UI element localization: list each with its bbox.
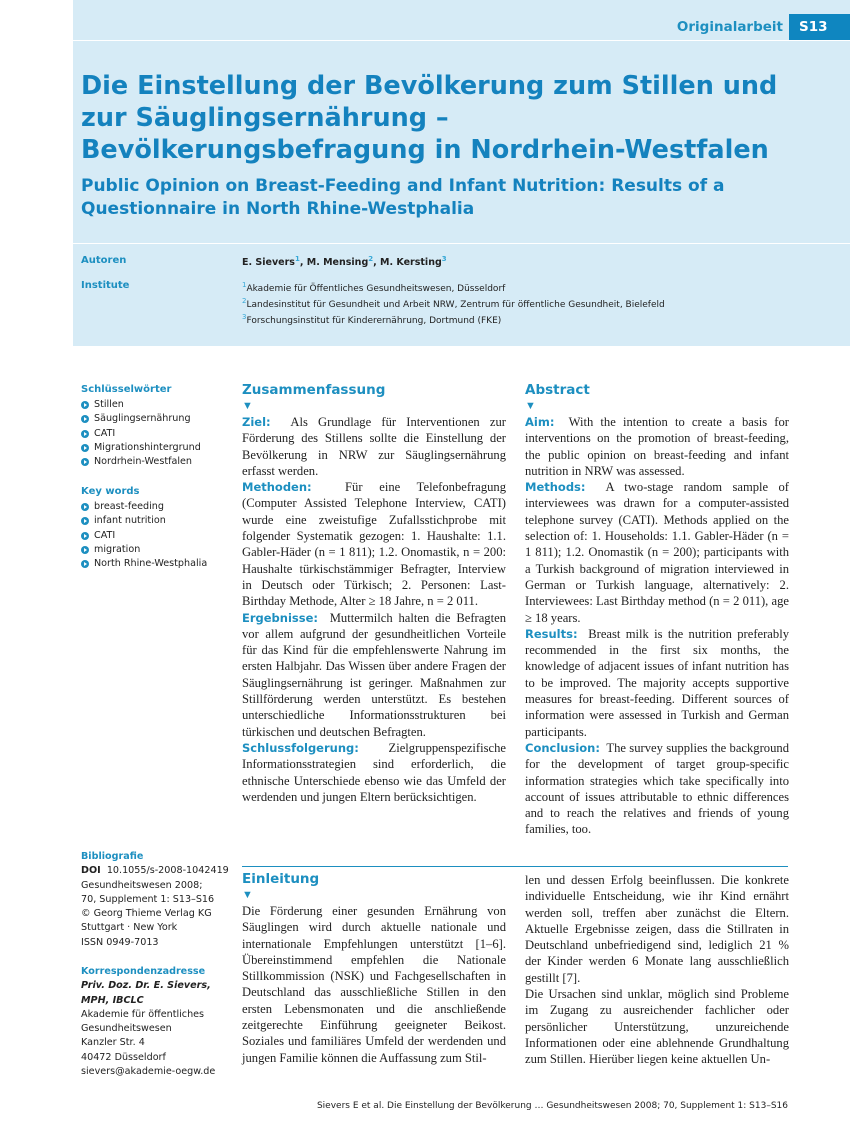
page-footer: Sievers E et al. Die Einstellung der Bevölkerung … Gesundheitswesen 2008; 70, Supplement 1: S13–S16 xyxy=(316,1101,788,1111)
zusammenfassung-column xyxy=(242,381,506,805)
section-label: Schlussfolgerung: xyxy=(242,740,359,755)
divider xyxy=(73,40,850,41)
section-text: The survey supplies the background for the development of target group-specific information strategies which take specifically into account of issues attributable to ethnic differences and to reach the relatives and friends of young families, too. xyxy=(525,740,789,837)
bullet-arrow-icon xyxy=(81,430,89,438)
keyword-text: breast-feeding xyxy=(94,501,164,512)
page-number-badge: S13 xyxy=(789,14,850,40)
section-text: With the intention to create a basis for interventions on the promotion of breast-feeding, the public opinion on breast-feeding and infant nutrition in NRW was assessed. xyxy=(525,415,789,478)
bullet-arrow-icon xyxy=(81,415,89,423)
keyword-item xyxy=(81,557,207,571)
keyword-text: North Rhine-Westphalia xyxy=(94,558,208,570)
correspondence-box xyxy=(81,965,231,1079)
keyword-text: CATI xyxy=(94,427,116,439)
author-list: E. Sievers$^1$, M. Mensing$^2$, M. Kersting$^3$ xyxy=(242,255,447,269)
institute-item xyxy=(242,295,665,311)
title-german: Die Einstellung der Bevölkerung zum Stillen und zur Säuglingsernährung – Bevölkerungsbefragung in Nordrhein-Westfalen xyxy=(81,71,778,165)
keyword-item xyxy=(81,427,201,441)
institute-list xyxy=(242,279,665,327)
section-label: Ergebnisse: xyxy=(242,610,319,625)
keyword-item xyxy=(81,412,201,426)
section-label: Results: xyxy=(525,626,578,641)
abstract-column xyxy=(525,381,789,838)
einleitung-column-right xyxy=(525,872,789,1068)
section-text: Für eine Telefonbefragung (Computer Assisted Telephone Interview, CATI) wurde eine zweistufige Zufallsstichprobe mit folgender Systematik gezogen: 1. Haushalte: 1.1. Gabler-Häder (n = 1 811); 1.2. Onomastik, n = 200: Haushalte türkischstämmiger Befragter, Interview in Deutsch oder Türkisch; 2. Personen: Last-Birthday Methode, Alter ≥ 18 Jahre, n = 2 011. xyxy=(242,480,507,609)
keyword-text: migration xyxy=(94,543,141,555)
address-line: Gesundheitswesen xyxy=(81,1023,172,1035)
bullet-arrow-icon xyxy=(81,546,89,554)
affiliation-sup: 3 xyxy=(441,255,447,263)
article-type-label: Originalarbeit xyxy=(676,19,783,35)
section-label: Conclusion: xyxy=(525,740,600,755)
abstract-paragraph xyxy=(242,740,506,805)
bullet-arrow-icon xyxy=(81,458,89,466)
title-english: Public Opinion on Breast-Feeding and Infant Nutrition: Results of a Questionnaire in North Rhine-Westphalia xyxy=(81,176,725,219)
abstract-paragraph xyxy=(525,479,789,626)
body-paragraph: len und dessen Erfolg beeinflussen. Die konkrete individuelle Entscheidung, wie ihr Kind ernährt werden soll, treffen aber zunächst die Eltern. Aktuelle Ergebnisse zeigen, dass die Stillraten in Deutschland unbefriedigend sind, lediglich 21 % der Kinder werden 6 Monate lang ausschließlich gestillt [7]. xyxy=(525,873,789,985)
section-label: Methoden: xyxy=(242,480,312,495)
keyword-text: Säuglingsernährung xyxy=(94,413,191,425)
institute-text: Akademie für Öffentliches Gesundheitswesen, Düsseldorf xyxy=(246,284,506,294)
section-label: Ziel: xyxy=(242,415,271,429)
section-text: A two-stage random sample of interviewees was drawn for a computer-assisted telephone survey (CATI). Methods applied on the selection of: 1. Households: 1.1. Gabler-Häder (n = 1 811); 1.2. Onomastik (n = 200); participants with a Turkish background of migration interviewed in German or Turkish language, alternatively: 2. Interviewees: Last Birthday method (n = 2 011), age ≥ 18 years. xyxy=(525,480,789,625)
doi-line xyxy=(81,864,231,878)
address-line: Akademie für öffentliches xyxy=(81,1008,205,1020)
institute-text: Forschungsinstitut für Kinderernährung, Dortmund (FKE) xyxy=(246,316,502,326)
address-line: 40472 Düsseldorf xyxy=(81,1051,166,1063)
arrow-down-icon: ▼ xyxy=(242,400,253,412)
affiliation-sup: 2 xyxy=(368,255,374,263)
bibliography-heading: Bibliografie xyxy=(81,851,144,862)
section-label: Methods: xyxy=(525,480,586,495)
keyword-item xyxy=(81,455,201,469)
authors-label: Autoren xyxy=(81,255,127,266)
bullet-arrow-icon xyxy=(81,517,89,525)
biblio-line: Gesundheitswesen 2008; xyxy=(81,879,203,891)
zusammenfassung-heading: Zusammenfassung xyxy=(242,382,386,398)
section-text: Zielgruppenspezifische Informationsstrategien sind erforderlich, die ethnische Unterschiede ebenso wie das Umfeld der werdenden und jungen Eltern berücksichtigen. xyxy=(242,740,506,804)
keyword-text: infant nutrition xyxy=(94,515,166,527)
body-paragraph: Die Förderung einer gesunden Ernährung von Säuglingen wird durch aktuelle nationale und internationale Empfehlungen unterstützt [1–6]. Übereinstimmend empfehlen die Nationale Stillkommission (NSK) und Fachgesellschaften in Deutschland das ausschließliche Stillen in den ersten Lebensmonaten und die anschließende zeitgerechte Einführung geeigneter Beikost. Soziales und familiäres Umfeld der werdenden und jungen Familie können die Auffassung zum Stil- xyxy=(242,904,506,1065)
bullet-arrow-icon xyxy=(81,444,89,452)
body-paragraph: Die Ursachen sind unklar, möglich sind Probleme im Zugang zu ausreichender fachlicher oder persönlicher Unterstützung, unzureichende Informationen oder eine ablehnende Grundhaltung zum Stillen. Hierüber liegen keine aktuellen Un- xyxy=(525,987,789,1067)
keyword-item xyxy=(81,514,207,528)
doi-link[interactable]: 10.1055/s-2008-1042419 xyxy=(106,865,229,877)
biblio-line: Stuttgart · New York xyxy=(81,922,178,934)
affiliation-sup: 1 xyxy=(294,255,300,263)
einleitung-column-left xyxy=(242,870,506,1066)
abstract-paragraph xyxy=(525,626,789,740)
email-link[interactable]: sievers@akademie-oegw.de xyxy=(81,1066,216,1078)
keyword-item xyxy=(81,543,207,557)
keyword-text: Stillen xyxy=(94,399,124,410)
institute-item xyxy=(242,279,665,295)
biblio-line: ISSN 0949-7013 xyxy=(81,936,159,948)
abstract-paragraph xyxy=(242,479,506,609)
author-name: E. Sievers xyxy=(242,257,295,269)
keywords-en-list xyxy=(81,500,207,571)
bibliography-box xyxy=(81,850,231,950)
section-text: Breast milk is the nutrition preferably recommended in the first six months, the knowledge of adjacent issues of infant nutrition has to be improved. The majority accepts supportive measures for breast-feeding. Different sources of information were assessed in Turkish and German participants. xyxy=(525,626,789,739)
keyword-text: Migrationshintergrund xyxy=(94,441,201,453)
bullet-arrow-icon xyxy=(81,503,89,511)
affiliation-sup: 1 xyxy=(242,281,247,289)
keyword-item xyxy=(81,500,207,514)
doi-label: DOI xyxy=(81,865,101,877)
affiliation-sup: 3 xyxy=(242,313,247,321)
correspondence-name: Priv. Doz. Dr. E. Sievers, MPH, IBCLC xyxy=(81,980,211,1006)
bullet-arrow-icon xyxy=(81,532,89,540)
keyword-item xyxy=(81,398,201,412)
abstract-heading: Abstract xyxy=(525,382,590,398)
author-name: M. Kersting xyxy=(380,257,442,269)
einleitung-heading: Einleitung xyxy=(242,871,320,887)
institute-text: Landesinstitut für Gesundheit und Arbeit NRW, Zentrum für öffentliche Gesundheit, Bielefeld xyxy=(246,300,665,310)
address-line: Kanzler Str. 4 xyxy=(81,1037,145,1049)
section-label: Aim: xyxy=(525,415,555,429)
author-name: M. Mensing xyxy=(306,257,369,269)
abstract-paragraph xyxy=(525,414,789,479)
arrow-down-icon: ▼ xyxy=(242,889,253,901)
keyword-text: CATI xyxy=(94,529,116,541)
institute-item xyxy=(242,311,665,327)
abstract-paragraph xyxy=(242,610,506,740)
keywords-en-heading: Key words xyxy=(81,486,140,497)
section-text: Als Grundlage für Interventionen zur Förderung des Stillens sollte die Einstellung der Bevölkerung in NRW zur Säuglingsernährung erfasst werden. xyxy=(242,415,506,478)
bullet-arrow-icon xyxy=(81,560,89,568)
keyword-item xyxy=(81,529,207,543)
biblio-line: 70, Supplement 1: S13–S16 xyxy=(81,893,215,905)
keywords-de-heading: Schlüsselwörter xyxy=(81,384,172,395)
biblio-line: © Georg Thieme Verlag KG xyxy=(81,908,212,920)
bullet-arrow-icon xyxy=(81,401,89,409)
abstract-paragraph xyxy=(525,740,789,838)
affiliation-sup: 2 xyxy=(242,297,247,305)
abstract-paragraph xyxy=(242,414,506,479)
keyword-text: Nordrhein-Westfalen xyxy=(94,456,192,468)
section-text: Muttermilch halten die Befragten vor allem aufgrund der gesundheitlichen Vorteile für das Kind für die empfehlenswerte Nahrung im ersten Halbjahr. Das Wissen über andere Fragen der Säuglingsernährung ist geringer. Maßnahmen zur Stillförderung werden unterstützt. Es bestehen unterschiedliche Informationsstrukturen bei türkischen und deutschen Befragten. xyxy=(242,610,506,739)
keyword-item xyxy=(81,441,201,455)
divider xyxy=(73,243,850,244)
correspondence-heading: Korrespondenzadresse xyxy=(81,966,206,977)
keywords-de-list xyxy=(81,398,201,469)
section-divider xyxy=(242,866,788,867)
arrow-down-icon: ▼ xyxy=(525,400,536,412)
institutes-label: Institute xyxy=(81,280,130,291)
